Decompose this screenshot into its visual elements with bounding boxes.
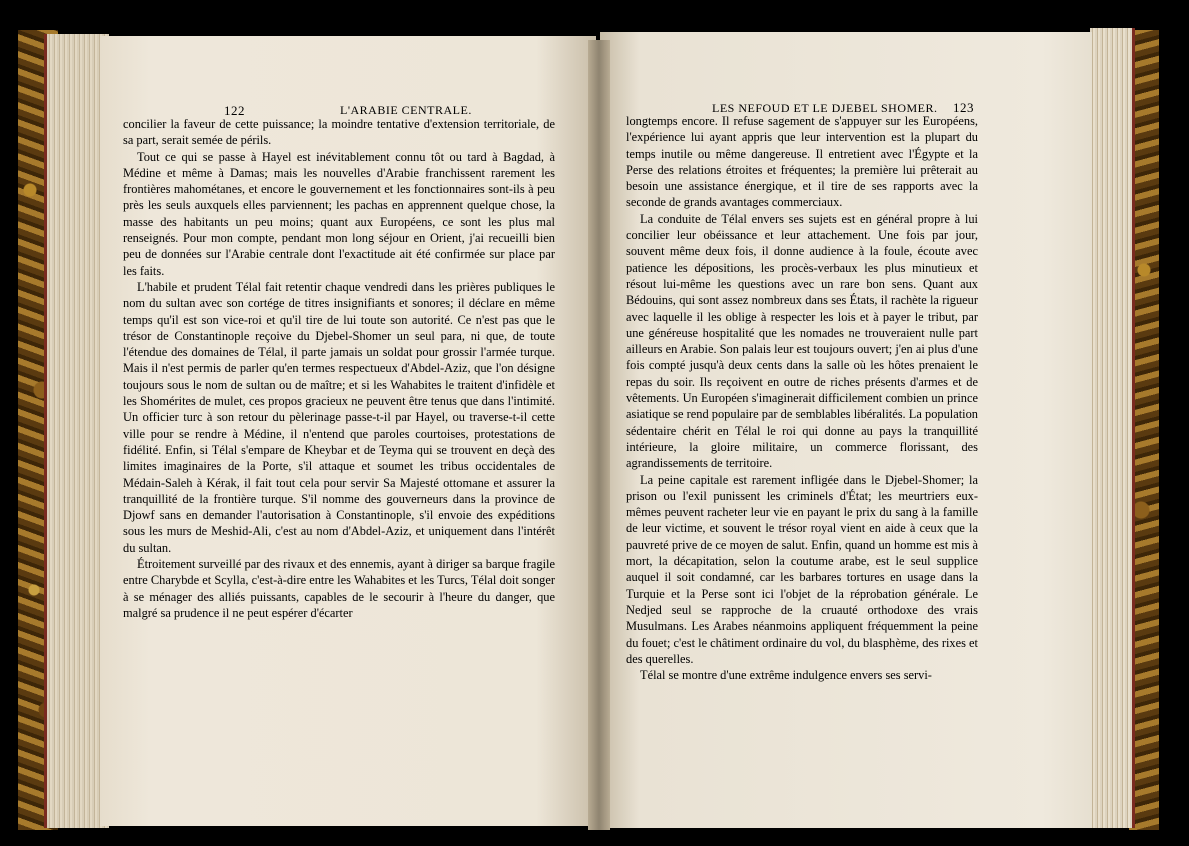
right-page-number: 123 [953,100,974,115]
paragraph: longtemps encore. Il refuse sagement de s'appuyer sur les Européens, l'expérience lui ayant appris que leur intervention est la plupart du temps inutile ou même dangereuse. Il entretient avec l'Égypte et la Perse des relations étroites et fréquentes; la première lui prêterait au besoin une assistance énergique, et il tire de ses rapports avec la seconde de grands avantages commerciaux. [626,114,978,210]
right-running-head: LES NEFOUD ET LE DJEBEL SHOMER. [712,101,938,115]
paragraph: La peine capitale est rarement infligée dans le Djebel-Shomer; la prison ou l'exil punissent les criminels d'État; les meurtriers eux-mêmes peuvent racheter leur vie en payant le prix du sang à la famille de leur victime, et souvent le trésor royal vient en aide à ceux que la pauvreté prive de ce moyen de salut. Enfin, quand un homme est mis à mort, la décapitation, selon la coutume arabe, est le seul supplice auquel il soit condamné, car les barbares tortures en usage dans la Turquie et la Perse sont ici l'objet de la réprobation générale. Le Nedjed seul se rapproche de la cruauté orthodoxe des vrais Musulmans. Les Arabes néanmoins appliquent fréquemment la peine du fouet; c'est le châtiment ordinaire du vol, du blasphème, des rixes et des querelles. [626,472,978,666]
paragraph: Télal se montre d'une extrême indulgence envers ses servi- [640,668,932,683]
paragraph: L'habile et prudent Télal fait retentir chaque vendredi dans les prières publiques le nom du sultan avec son cortége de titres insignifiants et sonores; il déclare en même temps qu'il est son vice-roi et qu'il tire de lui toute son autorité. Ce n'est pas que le trésor de Constantinople reçoive du Djebel-Shomer un seul para, ni que, de toute l'étendue des domaines de Télal, il parte jamais un soldat pour grossir l'armée turque. Mais il n'est permis de parler qu'en termes respectueux d'Abdel-Aziz, que l'on désigne toujours sous le nom de sultan ou de maître; et si les Wahabites le traitent d'infidèle et les Shomérites de mulet, ces propos gracieux ne peuvent être tenus que dans l'intimité. Un officier turc à son retour du pèlerinage passe-t-il par Hayel, ou traverse-t-il cette ville pour se rendre à Médine, il n'entend que paroles courtoises, protestations de fidélité. Enfin, si Télal s'empare de Kheybar et de Teyma qui se trouvent en deçà des limites imaginaires de la Porte, s'il attaque et soumet les tribus occidentales de Médain-Saleh à Kérak, il fait tout cela pour servir Sa Majesté ottomane et assurer la tranquillité de la frontière turque. S'il nomme des gouverneurs dans la province de Djowf sans en demander l'autorisation à Constantinople, s'il envoie des expéditions sous les murs de Meshid-Ali, c'est au nom d'Abdel-Aziz, et uniquement dans l'intérêt du sultan. [123,279,555,555]
left-running-head: L'ARABIE CENTRALE. [340,103,472,117]
paragraph: Étroitement surveillé par des rivaux et des ennemis, ayant à diriger sa barque fragile entre Charybde et Scylla, c'est-à-dire entre les Wahabites et les Turcs, Télal doit songer à se ménager des alliés puissants, capables de le secourir à l'heure du danger, que malgré sa prudence il ne peut espérer d'écarter [123,557,555,620]
paragraph: La conduite de Télal envers ses sujets est en général propre à lui concilier leur obéissance et leur attachement. Une fois par jour, souvent même deux fois, il donne audience à la foule, écoute avec patience les dépositions, les procès-verbaux les plus minutieux et résout lui-même les questions avec un rare bon sens. Quant aux Bédouins, qui sont assez nombreux dans ses États, il rachète la rigueur avec laquelle il les oblige à respecter les lois et à payer le tribut, par une généreuse hospitalité que les nomades ne trouveraient nulle part ailleurs en Arabie. Son palais leur est toujours ouvert; j'en ai plus d'une fois compté jusqu'à deux cents dans la salle où les hôtes prenaient le repas du soir. Ils reçoivent en outre de riches présents d'armes et de vêtements. Un Européen s'imaginerait difficilement combien un prince asiatique se rend populaire par de semblables libéralités. La population sédentaire chérit en Télal le roi qui donne au pays la tranquillité intérieure, la gloire militaire, un commerce florissant, des agrandissements de territoire. [626,211,978,471]
paragraph: concilier la faveur de cette puissance; la moindre tentative d'extension territoriale, de sa part, serait semée de périls. [123,117,555,148]
paragraph: Tout ce qui se passe à Hayel est inévitablement connu tôt ou tard à Bagdad, à Médine et même à Damas; mais les nouvelles d'Arabie franchissent rarement les frontières mahométanes, et encore le gouvernement et les fonctionnaires sont-ils à peu près les seuls auxquels elles parviennent; les pachas en apprennent quelque chose, la masse des habitants un peu moins; quant aux Européens, ce sont les plus mal renseignés. Pour mon compte, pendant mon long séjour en Orient, j'ai recueilli bien peu de données sur l'Arabie centrale dont l'exactitude ait été confirmée sur place par les faits. [123,149,555,278]
left-page-number: 122 [224,103,245,118]
right-page-body [626,113,978,683]
right-page-edges [1090,28,1135,828]
left-page-body [123,116,555,621]
book-gutter [588,40,610,830]
